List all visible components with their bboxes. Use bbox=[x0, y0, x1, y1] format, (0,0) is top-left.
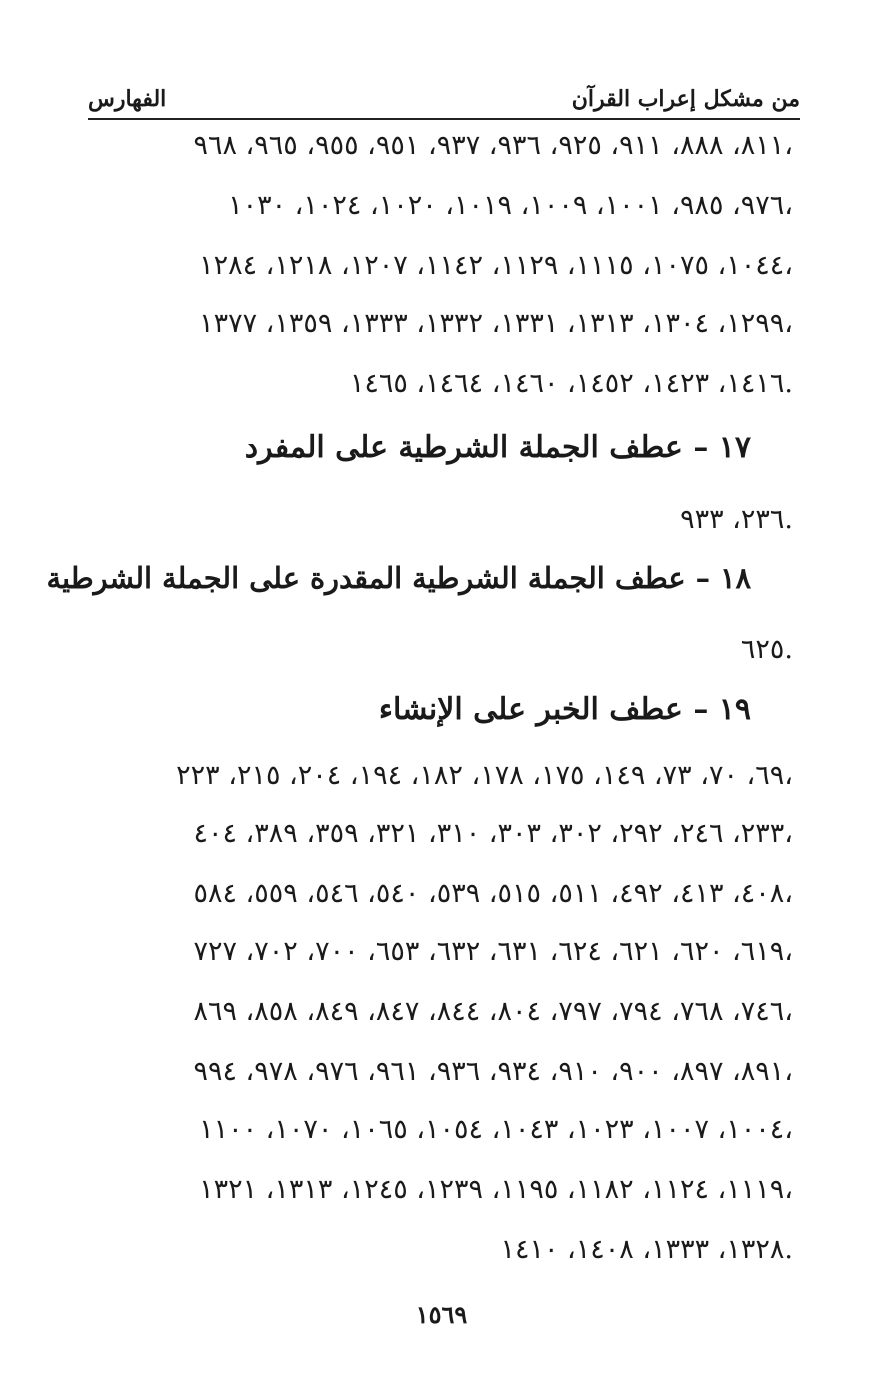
index-line: ١٣٢٨، ١٣٣٣، ١٤٠٨، ١٤١٠. bbox=[500, 1234, 793, 1265]
section-heading-18: ١٨ – عطف الجملة الشرطية المقدرة على الجملة الشرطية bbox=[46, 561, 751, 595]
index-line: ٨٩١، ٨٩٧، ٩٠٠، ٩١٠، ٩٣٤، ٩٣٦، ٩٦١، ٩٧٦، ٩٧٨، ٩٩٤، bbox=[193, 1056, 793, 1087]
header-divider bbox=[88, 118, 800, 120]
page-number: ١٥٦٩ bbox=[415, 1300, 468, 1329]
section-title: الفهارس bbox=[88, 86, 167, 112]
index-line: ١٤١٦، ١٤٢٣، ١٤٥٢، ١٤٦٠، ١٤٦٤، ١٤٦٥. bbox=[349, 368, 793, 399]
index-line: ١٢٩٩، ١٣٠٤، ١٣١٣، ١٣٣١، ١٣٣٢، ١٣٣٣، ١٣٥٩، ١٣٧٧، bbox=[199, 308, 793, 339]
index-line: ٢٣٣، ٢٤٦، ٢٩٢، ٣٠٢، ٣٠٣، ٣١٠، ٣٢١، ٣٥٩، ٣٨٩، ٤٠٤، bbox=[193, 818, 793, 849]
index-line: ٦١٩، ٦٢٠، ٦٢١، ٦٢٤، ٦٣١، ٦٣٢، ٦٥٣، ٧٠٠، ٧٠٢، ٧٢٧، bbox=[193, 936, 793, 967]
section-heading-17: ١٧ – عطف الجملة الشرطية على المفرد bbox=[244, 430, 751, 465]
section-heading-19: ١٩ – عطف الخبر على الإنشاء bbox=[378, 692, 751, 727]
index-line: ١١١٩، ١١٢٤، ١١٨٢، ١١٩٥، ١٢٣٩، ١٢٤٥، ١٣١٣، ١٣٢١، bbox=[199, 1174, 793, 1205]
index-line: ٢٣٦، ٩٣٣. bbox=[680, 504, 793, 535]
index-line: ٨١١، ٨٨٨، ٩١١، ٩٢٥، ٩٣٦، ٩٣٧، ٩٥١، ٩٥٥، ٩٦٥، ٩٦٨، bbox=[193, 130, 793, 161]
index-line: ٧٤٦، ٧٦٨، ٧٩٤، ٧٩٧، ٨٠٤، ٨٤٤، ٨٤٧، ٨٤٩، ٨٥٨، ٨٦٩، bbox=[193, 996, 793, 1027]
index-line: ٤٠٨، ٤١٣، ٤٩٢، ٥١١، ٥١٥، ٥٣٩، ٥٤٠، ٥٤٦، ٥٥٩، ٥٨٤، bbox=[193, 878, 793, 909]
page-header bbox=[88, 82, 800, 116]
index-line: ١٠٤٤، ١٠٧٥، ١١١٥، ١١٢٩، ١١٤٢، ١٢٠٧، ١٢١٨، ١٢٨٤، bbox=[199, 250, 793, 281]
index-line: ١٠٠٤، ١٠٠٧، ١٠٢٣، ١٠٤٣، ١٠٥٤، ١٠٦٥، ١٠٧٠، ١١٠٠، bbox=[199, 1114, 793, 1145]
index-line: ٩٧٦، ٩٨٥، ١٠٠١، ١٠٠٩، ١٠١٩، ١٠٢٠، ١٠٢٤، ١٠٣٠، bbox=[228, 190, 793, 221]
book-title: من مشكل إعراب القرآن bbox=[571, 86, 800, 112]
index-line: ٦٢٥. bbox=[740, 634, 793, 665]
index-line: ٦٩، ٧٠، ٧٣، ١٤٩، ١٧٥، ١٧٨، ١٨٢، ١٩٤، ٢٠٤، ٢١٥، ٢٢٣، bbox=[176, 760, 793, 791]
